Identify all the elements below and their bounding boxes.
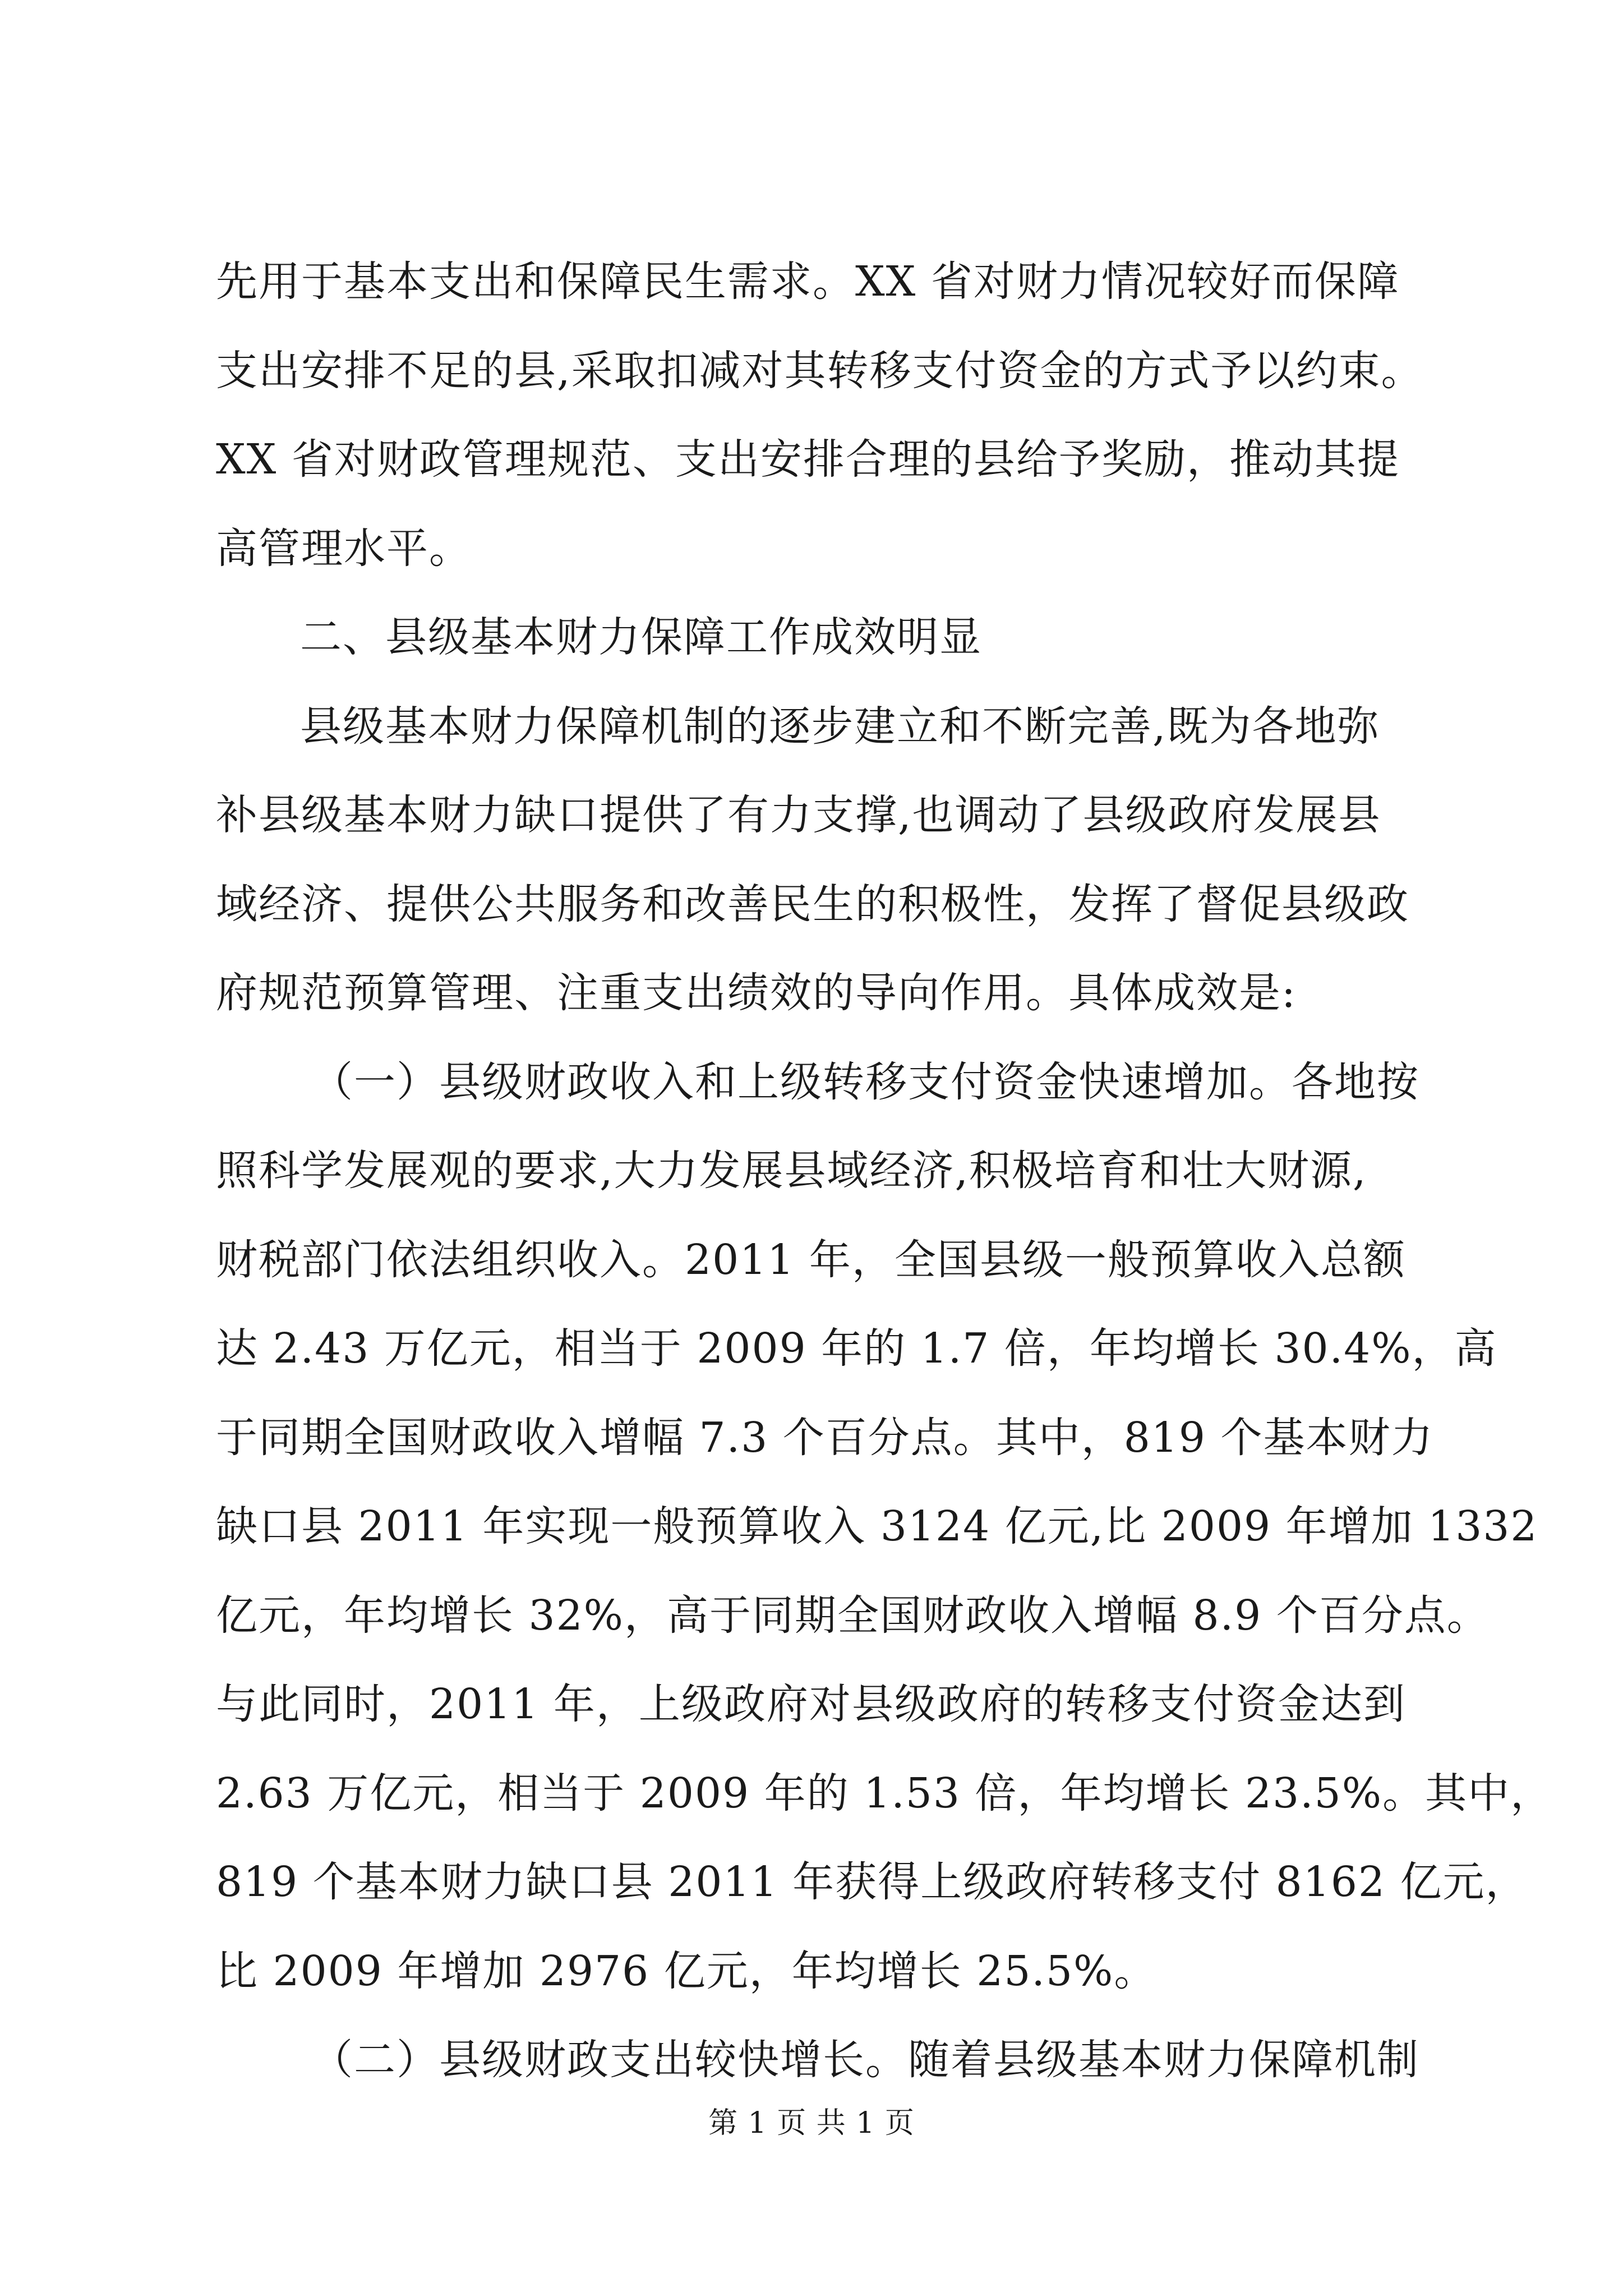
section-heading: 二、县级基本财力保障工作成效明显	[300, 613, 982, 661]
text-line: 比 2009 年增加 2976 亿元，年均增长 25.5%。	[216, 1947, 1157, 1995]
text-line: 域经济、提供公共服务和改善民生的积极性，发挥了督促县级政	[216, 880, 1409, 928]
page-footer: 第 1 页 共 1 页	[708, 2106, 915, 2140]
text-line: 补县级基本财力缺口提供了有力支撑,也调动了县级政府发展县	[216, 791, 1381, 839]
text-line: XX 省对财政管理规范、支出安排合理的县给予奖励，推动其提	[216, 435, 1400, 484]
text-line: 府规范预算管理、注重支出绩效的导向作用。具体成效是:	[216, 969, 1297, 1017]
subsection-heading: （一）县级财政收入和上级转移支付资金快速增加。各地按	[311, 1057, 1419, 1106]
text-line: 2.63 万亿元，相当于 2009 年的 1.53 倍，年均增长 23.5%。其中，	[216, 1769, 1553, 1818]
text-line: 财税部门依法组织收入。2011 年，全国县级一般预算收入总额	[216, 1235, 1406, 1284]
text-line: 照科学发展观的要求,大力发展县域经济,积极培育和壮大财源,	[216, 1147, 1367, 1195]
text-line: 高管理水平。	[216, 524, 472, 573]
text-line: 819 个基本财力缺口县 2011 年获得上级政府转移支付 8162 亿元，	[216, 1858, 1528, 1906]
text-line: 县级基本财力保障机制的逐步建立和不断完善,既为各地弥	[300, 702, 1380, 751]
subsection-heading: （二）县级财政支出较快增长。随着县级基本财力保障机制	[311, 2036, 1419, 2084]
document-body	[216, 257, 1553, 2128]
text-line: 与此同时，2011 年，上级政府对县级政府的转移支付资金达到	[216, 1680, 1406, 1728]
text-line: 缺口县 2011 年实现一般预算收入 3124 亿元,比 2009 年增加 1332	[216, 1502, 1538, 1550]
text-line: 于同期全国财政收入增幅 7.3 个百分点。其中，819 个基本财力	[216, 1413, 1434, 1462]
text-line: 达 2.43 万亿元，相当于 2009 年的 1.7 倍，年均增长 30.4%，高	[216, 1324, 1497, 1373]
text-line: 先用于基本支出和保障民生需求。XX 省对财力情况较好而保障	[216, 257, 1400, 306]
text-line: 亿元，年均增长 32%，高于同期全国财政收入增幅 8.9 个百分点。	[216, 1591, 1490, 1640]
text-line: 支出安排不足的县,采取扣减对其转移支付资金的方式予以约束。	[216, 346, 1424, 395]
